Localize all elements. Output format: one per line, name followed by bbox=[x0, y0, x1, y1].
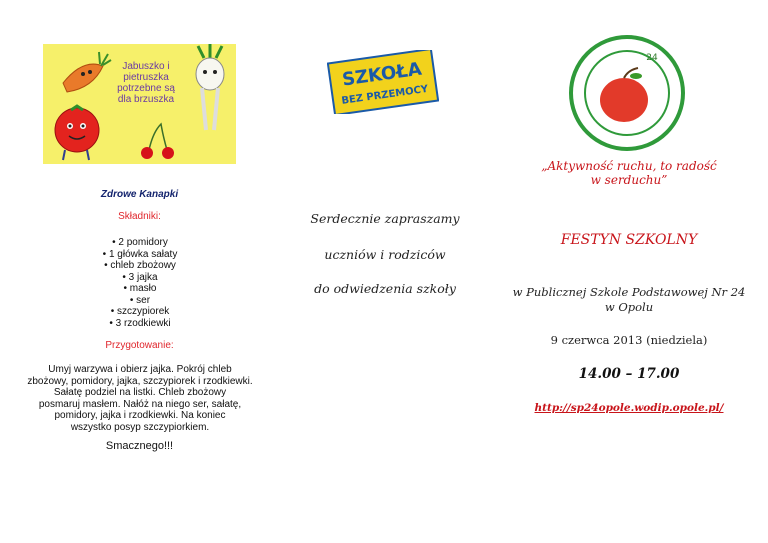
healthy-food-cartoon bbox=[43, 44, 236, 164]
list-item: • ser bbox=[129, 294, 151, 306]
venue-line: w Publicznej Szkole Podstawowej Nr 24 bbox=[512, 285, 746, 299]
motto-line: „Aktywność ruchu, to radość bbox=[541, 159, 717, 173]
cherries-icon bbox=[135, 122, 179, 162]
invite-line: do odwiedzenia szkoły bbox=[314, 281, 456, 296]
cartoon-rhyme-line: pietruszka bbox=[123, 72, 169, 83]
preparation-line: Sałatę podziel na listki. Chleb zbożowy bbox=[53, 387, 227, 398]
school-without-violence-logo bbox=[327, 50, 439, 114]
tomato-icon bbox=[51, 102, 111, 162]
list-item: • 3 rzodkiewki bbox=[109, 317, 171, 329]
closing-text: Smacznego!!! bbox=[105, 440, 174, 452]
preparation-heading: Przygotowanie: bbox=[105, 340, 174, 351]
event-title: FESTYN SZKOLNY bbox=[560, 232, 698, 248]
logo-number: 24 bbox=[646, 53, 658, 63]
list-item: • 1 główka sałaty bbox=[102, 248, 178, 260]
preparation-text bbox=[16, 364, 264, 433]
preparation-line: zbożowy, pomidory, jajka, szczypiorek i rzodkiewki. bbox=[27, 375, 253, 387]
preparation-line: pomidory, jajka i rzodkiewki. Na koniec bbox=[54, 410, 226, 421]
list-item: • chleb zbożowy bbox=[104, 260, 176, 271]
recipe-title: Zdrowe Kanapki bbox=[100, 189, 179, 200]
event-time: 14.00 – 17.00 bbox=[578, 366, 680, 382]
school-apple-logo bbox=[568, 34, 686, 152]
list-item: • szczypiorek bbox=[110, 306, 170, 317]
ingredients-heading: Składniki: bbox=[118, 211, 161, 222]
logo-text-line1: SZKOŁA bbox=[340, 58, 424, 91]
venue-line: w Opolu bbox=[604, 300, 654, 314]
logo-text-line2: BEZ PRZEMOCY bbox=[340, 83, 429, 107]
event-venue bbox=[512, 285, 746, 315]
preparation-line: wszystko posyp szczypiorkiem. bbox=[70, 421, 210, 433]
cartoon-rhyme-line: potrzebne są bbox=[117, 83, 175, 94]
invite-line: uczniów i rodziców bbox=[324, 247, 446, 262]
invite-line: Serdecznie zapraszamy bbox=[310, 211, 460, 226]
ingredients-list bbox=[60, 237, 220, 329]
event-date: 9 czerwca 2013 (niedziela) bbox=[550, 333, 708, 347]
cartoon-rhyme-line: dla brzuszka bbox=[117, 94, 175, 105]
preparation-line: Umyj warzywa i obierz jajka. Pokrój chleb bbox=[48, 364, 232, 375]
school-website-link[interactable]: http://sp24opole.wodip.opole.pl/ bbox=[534, 402, 724, 414]
cartoon-rhyme-line: Jabuszko i bbox=[122, 61, 170, 72]
event-motto bbox=[520, 159, 738, 187]
preparation-line: posmaruj masłem. Nałóż na niego ser, sałatę, bbox=[38, 398, 242, 410]
parsley-root-icon bbox=[188, 44, 232, 136]
list-item: • masło bbox=[123, 283, 157, 294]
cartoon-rhyme bbox=[101, 61, 191, 105]
list-item: • 3 jajka bbox=[122, 271, 158, 283]
list-item: • 2 pomidory bbox=[112, 237, 168, 248]
motto-line: w serduchu” bbox=[590, 173, 668, 187]
